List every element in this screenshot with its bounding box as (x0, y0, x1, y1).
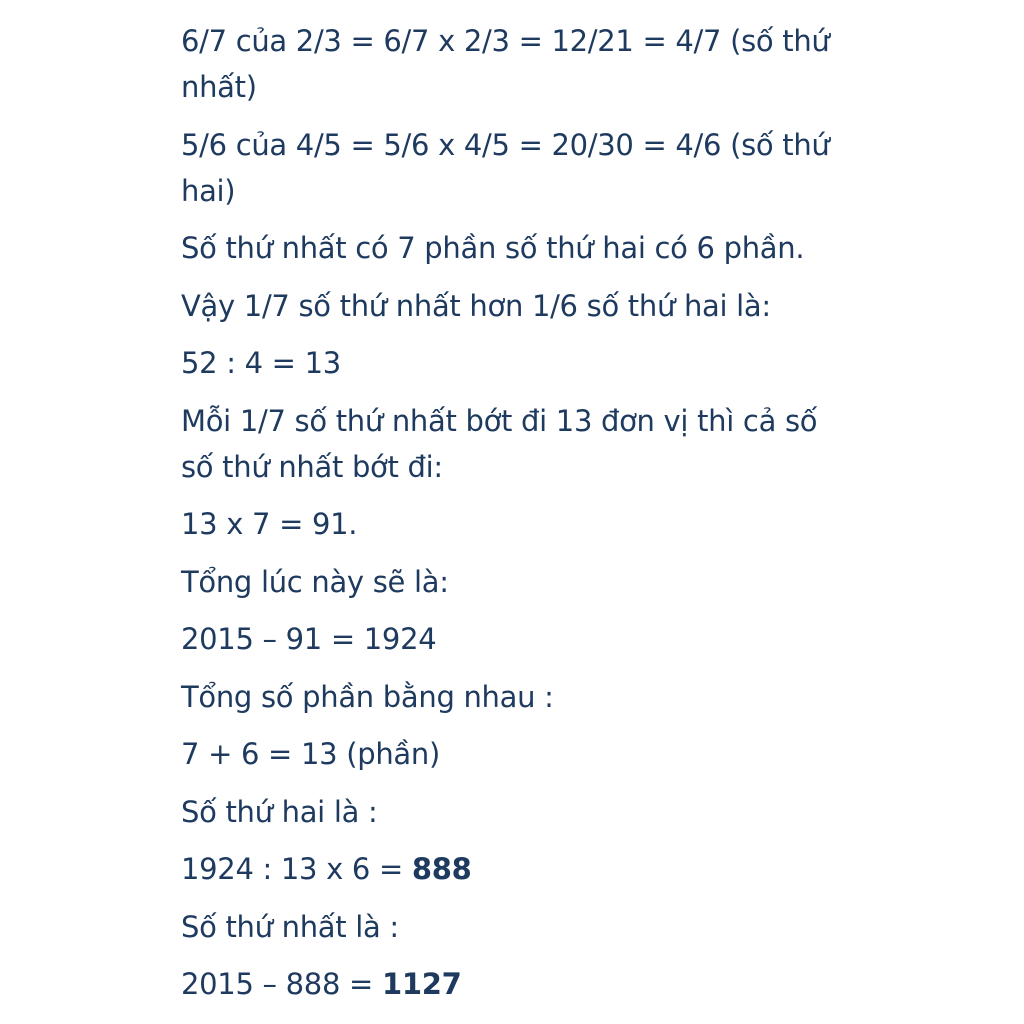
second-result-value: 888 (411, 852, 472, 886)
line-second-result (181, 846, 841, 892)
first-result-expression: 2015 – 888 = (181, 967, 382, 1001)
line-calc-91: 13 x 7 = 91. (181, 507, 358, 541)
line-difference-intro: Vậy 1/7 số thứ nhất hơn 1/6 số thứ hai là: (181, 288, 771, 323)
line-parts: Số thứ nhất có 7 phần số thứ hai có 6 phần. (181, 231, 805, 265)
line-second-intro: Số thứ hai là : (181, 794, 378, 829)
line-parts-intro: Tổng số phần bằng nhau : (181, 679, 554, 714)
line-calc-13: 52 : 4 = 13 (181, 346, 341, 380)
line-first-number: 6/7 của 2/3 = 6/7 x 2/3 = 12/21 = 4/7 (số thứ nhất) (181, 24, 830, 104)
line-calc-13-parts: 7 + 6 = 13 (phần) (181, 737, 440, 771)
line-reduce-intro: Mỗi 1/7 số thứ nhất bớt đi 13 đơn vị thì cả số số thứ nhất bớt đi: (181, 403, 818, 484)
solution-text (181, 18, 841, 1019)
line-first-intro: Số thứ nhất là : (181, 909, 399, 944)
line-total-intro: Tổng lúc này sẽ là: (181, 564, 449, 599)
line-first-result (181, 961, 841, 1007)
second-result-expression: 1924 : 13 x 6 = (181, 852, 412, 886)
line-second-number: 5/6 của 4/5 = 5/6 x 4/5 = 20/30 = 4/6 (số thứ hai) (181, 127, 830, 208)
line-calc-1924: 2015 – 91 = 1924 (181, 622, 437, 656)
first-result-value: 1127 (381, 967, 462, 1001)
